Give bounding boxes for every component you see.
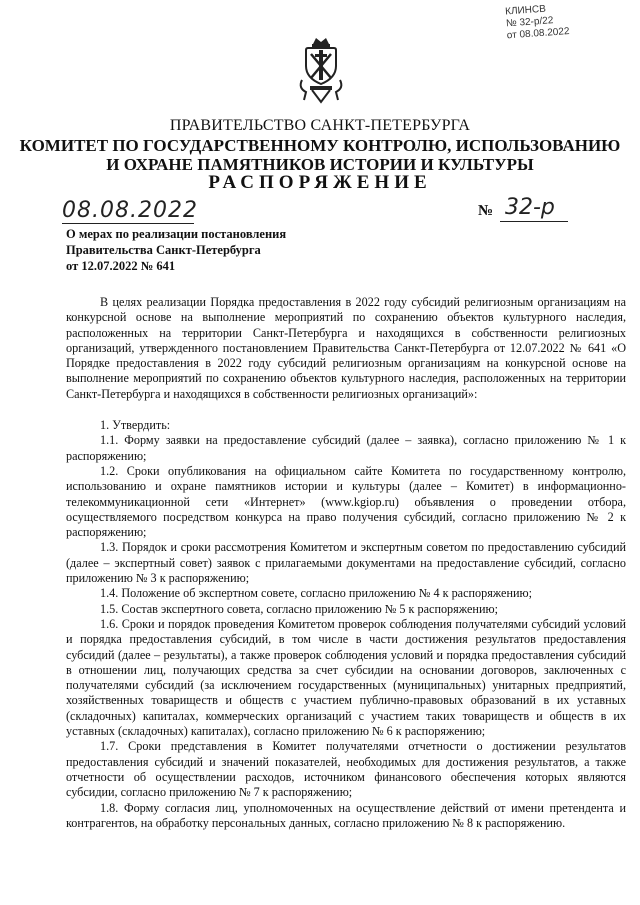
- number-underline: [500, 221, 568, 222]
- item-1-5: 1.5. Состав экспертного совета, согласно приложению № 5 к распоряжению;: [100, 601, 498, 616]
- document-type-title: РАСПОРЯЖЕНИЕ: [208, 172, 432, 193]
- item-1-3: 1.3. Порядок и сроки рассмотрения Комитетом и экспертным советом по предоставлению субсидий (далее – экспертный совет) заявок с прилагаемыми документами на предоставление субсидий, согласно приложению № 3 к распоряжению;: [66, 540, 626, 586]
- registration-stamp: [505, 2, 577, 43]
- preamble-paragraph: В целях реализации Порядка предоставления в 2022 году субсидий религиозным организациям на конкурсной основе на выполнение мероприятий по сохранению объектов культурного наследия, расположенных на территории Санкт-Петербурга и находящихся в собственности религиозных организаций, утвержденного постановлением Правительства Санкт-Петербурга от 12.07.2022 № 641 «О Порядке предоставления в 2022 году субсидий религиозным организациям на конкурсной основе на выполнение мероприятий по сохранению объектов культурного наследия, расположенных на территории Санкт-Петербурга и находящихся в собственности религиозных организаций»:: [66, 295, 626, 401]
- item-1-6: 1.6. Сроки и порядок проведения Комитетом проверок соблюдения получателями субсидий условий и порядка предоставления субсидий, в том числе в части достижения результатов предоставления субсидий (далее – результаты), а также проверок соблюдения условий и порядка предоставления субсидий в отношении лиц, получающих средства за счет субсидии на основании договоров, заключенных с получателями субсидий (за исключением государственных (муниципальных) унитарных предприятий, хозяйственных товариществ и обществ с участием публично-правовых образований в их уставных (складочных) капиталах, коммерческих организаций с участием таких товариществ и обществ в их уставных (складочных) капиталах), согласно приложению № 6 к распоряжению;: [66, 616, 626, 739]
- stamp-line-3: от 08.08.2022: [506, 26, 570, 42]
- approve-paragraph: 1. Утвердить:: [100, 418, 171, 433]
- item-1-1: 1.1. Форму заявки на предоставление субсидий (далее – заявка), согласно приложению № 1 к распоряжению;: [66, 433, 626, 463]
- item-1-7: 1.7. Сроки представления в Комитет получателями отчетности о достижении результатов предоставления субсидий и значений показателей, необходимых для достижения результатов, а также отчетности об осуществлении расходов, источником финансового обеспечения которых являются субсидии, согласно приложению № 7 к распоряжению;: [66, 739, 626, 800]
- subject-line-2: Правительства Санкт-Петербурга: [66, 243, 261, 257]
- item-1-2: 1.2. Сроки опубликования на официальном сайте Комитета по государственному контролю, использованию и охране памятников истории и культуры (далее – Комитет) в информационно-телекоммуникационной сети «Интернет» (www.kgiop.ru) объявления о проведении отбора, осуществляемого посредством конкурса на право получения субсидий, согласно приложению № 2 к распоряжению;: [66, 463, 626, 540]
- subject-line-3: от 12.07.2022 № 641: [66, 259, 176, 273]
- government-title: ПРАВИТЕЛЬСТВО САНКТ-ПЕТЕРБУРГА: [169, 117, 471, 134]
- committee-title-line-1: КОМИТЕТ ПО ГОСУДАРСТВЕННОМУ КОНТРОЛЮ, ИСПОЛЬЗОВАНИЮ: [19, 136, 621, 155]
- subject-line-1: О мерах по реализации постановления: [66, 227, 287, 241]
- date-underline: [62, 223, 194, 224]
- stamp-line-1: КЛИНСВ: [504, 3, 547, 18]
- stamp-line-2: № 32-р/22: [505, 15, 554, 30]
- coat-of-arms-icon: [296, 36, 346, 106]
- document-body: [66, 295, 626, 831]
- document-number: 32-р: [505, 195, 555, 220]
- number-prefix: №: [478, 203, 494, 219]
- committee-title-line-2: И ОХРАНЕ ПАМЯТНИКОВ ИСТОРИИ И КУЛЬТУРЫ: [106, 155, 534, 174]
- item-1-4: 1.4. Положение об экспертном совете, согласно приложению № 4 к распоряжению;: [100, 586, 532, 601]
- item-1-8: 1.8. Форму согласия лиц, уполномоченных на осуществление действий от имени претендента и контрагентов, на обработку персональных данных, согласно приложению № 8 к распоряжению.: [66, 800, 626, 830]
- document-date: 08.08.2022: [62, 198, 198, 223]
- document-subject: [66, 226, 286, 274]
- committee-title: [0, 136, 640, 174]
